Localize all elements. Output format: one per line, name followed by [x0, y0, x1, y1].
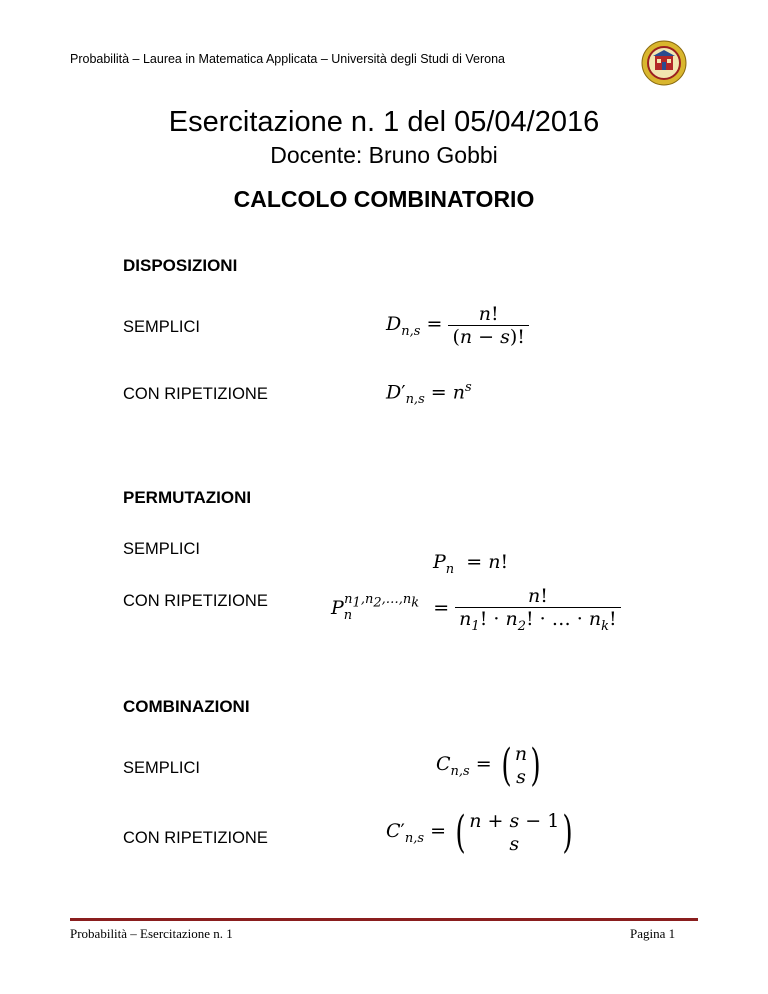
section-heading-combinazioni: COMBINAZIONI: [123, 697, 250, 716]
formula-disposizioni-semplici: $D_{n,s}$ = $\frac{n!}{(n - s)!}$: [386, 303, 529, 348]
university-seal-logo: [641, 40, 687, 86]
permutazioni-simple-label: SEMPLICI: [123, 540, 201, 558]
footer-rule: [70, 918, 698, 921]
page-title: Esercitazione n. 1 del 05/04/2016: [168, 106, 600, 138]
main-heading: CALCOLO COMBINATORIO: [233, 186, 535, 212]
footer-left-text: Probabilità – Esercitazione n. 1: [70, 926, 233, 941]
combinazioni-simple-label: SEMPLICI: [123, 759, 201, 777]
page-subtitle: Docente: Bruno Gobbi: [270, 142, 498, 168]
formula-disposizioni-ripetizione: $D'_{n,s} = n^s$: [386, 380, 472, 408]
permutazioni-repeat-label: CON RIPETIZIONE: [123, 592, 268, 610]
footer-page-number: Pagina 1: [630, 926, 676, 941]
formula-combinazioni-semplici: $C_{n,s}$ = ( n s ): [436, 740, 541, 791]
combinazioni-repeat-label: CON RIPETIZIONE: [123, 829, 268, 847]
disposizioni-repeat-label: CON RIPETIZIONE: [123, 385, 268, 403]
page-header: Probabilità – Laurea in Matematica Applicata – Università degli Studi di Verona: [70, 52, 505, 66]
formula-permutazioni-ripetizione: $P_n^{n_1,n_2,\dots,n_k}$ = $\frac{n!}{n_1! \cdot n_2! \cdot \dots \cdot n_k!}$: [331, 585, 621, 634]
formula-permutazioni-semplici: $P_n = n$!: [433, 551, 509, 577]
disposizioni-simple-label: SEMPLICI: [123, 318, 201, 336]
section-heading-permutazioni: PERMUTAZIONI: [123, 488, 252, 507]
section-heading-disposizioni: DISPOSIZIONI: [123, 256, 238, 275]
formula-combinazioni-ripetizione: $C'_{n,s}$ = ( n + s − 1 s ): [386, 807, 574, 858]
